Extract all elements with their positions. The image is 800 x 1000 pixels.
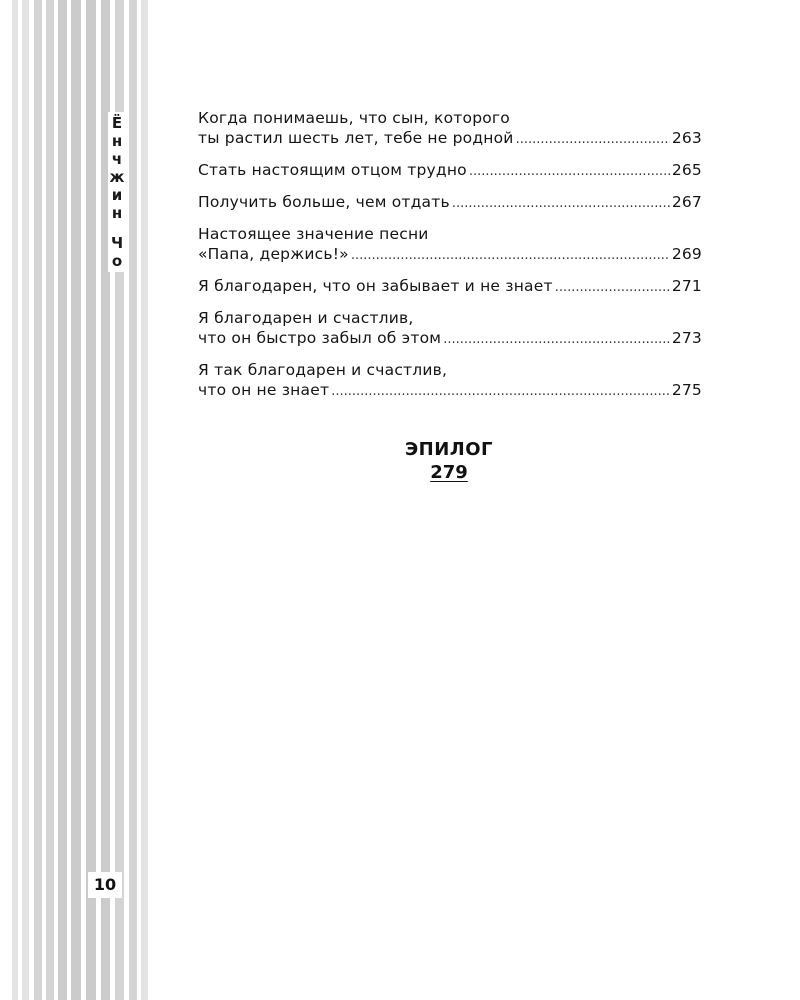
toc-entry[interactable] [198, 224, 702, 266]
author-letter: ж [109, 168, 125, 186]
toc-entry-title: что он быстро забыл об этом [198, 329, 442, 347]
toc-entry[interactable] [198, 192, 702, 214]
toc-entry-title-line1: Я благодарен и счастлив, [198, 309, 414, 327]
dot-leader [331, 382, 670, 402]
author-letter: о [111, 252, 123, 270]
author-letter: Ч [110, 234, 124, 252]
author-letter: ч [111, 150, 123, 168]
page-number: 10 [88, 872, 122, 898]
toc-entry-page: 271 [671, 277, 702, 295]
decorative-stripes [0, 0, 150, 1000]
author-letter: и [111, 186, 123, 204]
epilogue-section[interactable] [349, 438, 549, 484]
epilogue-title: ЭПИЛОГ [404, 439, 494, 460]
toc-entry[interactable] [198, 360, 702, 402]
toc-entry-title: Получить больше, чем отдать [198, 193, 450, 211]
toc-entry-page: 267 [671, 193, 702, 211]
epilogue-page: 279 [430, 462, 468, 483]
author-letter: н [111, 204, 123, 222]
toc-entry[interactable] [198, 308, 702, 350]
toc-entry-title: что он не знает [198, 381, 330, 399]
dot-leader [443, 330, 670, 350]
dot-leader [469, 162, 670, 182]
author-letter: н [111, 132, 123, 150]
toc-entry-title: ты растил шесть лет, тебе не родной [198, 129, 514, 147]
dot-leader [452, 194, 670, 214]
toc-entry-title-line1: Настоящее значение песни [198, 225, 429, 243]
dot-leader [555, 278, 670, 298]
table-of-contents [198, 108, 702, 412]
toc-entry-page: 269 [671, 245, 702, 263]
author-letter: Ё [111, 114, 123, 132]
toc-entry-page: 265 [671, 161, 702, 179]
toc-entry[interactable] [198, 160, 702, 182]
dot-leader [516, 130, 670, 150]
toc-entry-page: 273 [671, 329, 702, 347]
author-name-vertical [108, 112, 126, 272]
toc-entry-page: 275 [671, 381, 702, 399]
toc-entry-title-line1: Когда понимаешь, что сын, которого [198, 109, 510, 127]
dot-leader [351, 246, 670, 266]
toc-entry[interactable] [198, 276, 702, 298]
toc-entry-title: Я благодарен, что он забывает и не знает [198, 277, 553, 295]
toc-entry-page: 263 [671, 129, 702, 147]
toc-entry-title: Стать настоящим отцом трудно [198, 161, 467, 179]
toc-entry-title-line1: Я так благодарен и счастлив, [198, 361, 448, 379]
toc-entry[interactable] [198, 108, 702, 150]
toc-entry-title: «Папа, держись!» [198, 245, 349, 263]
